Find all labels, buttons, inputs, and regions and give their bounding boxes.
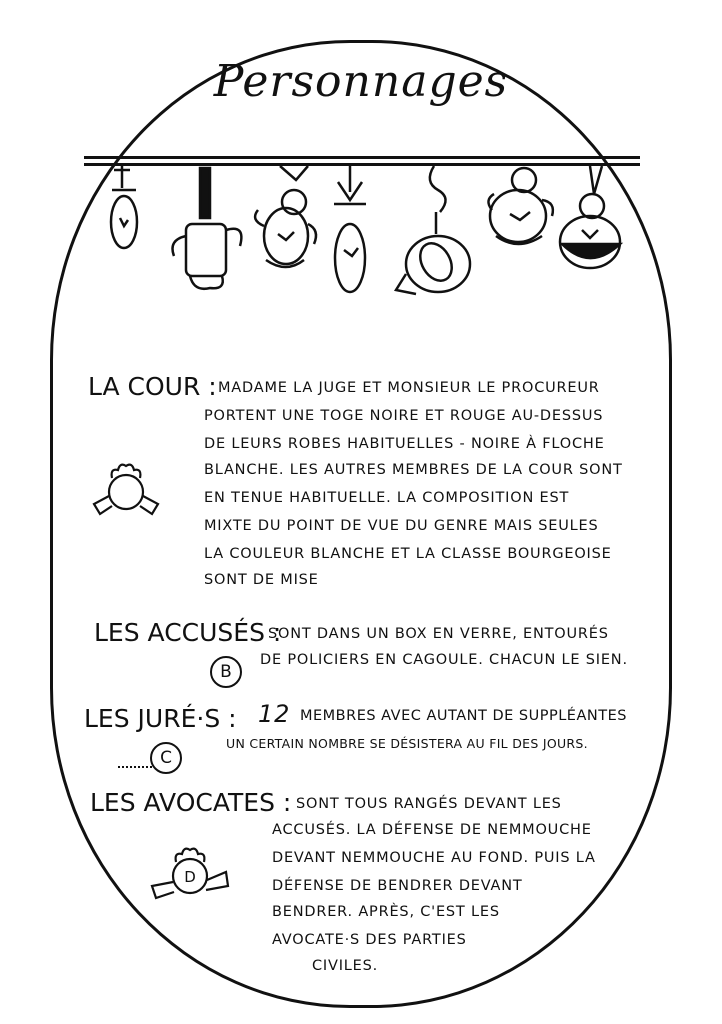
section-jures-line: UN CERTAIN NOMBRE SE DÉSISTERA AU FIL DES JOURS. [226, 736, 588, 751]
puppet-2-figure [173, 168, 242, 289]
section-jures-line: MEMBRES AVEC AUTANT DE SUPPLÉANTES [300, 708, 627, 724]
puppet-7-figure [560, 166, 620, 268]
section-avocates-line: BENDRER. APRÈS, C'EST LES [272, 904, 500, 920]
puppet-6-figure [488, 168, 552, 244]
section-cour-line: LA COULEUR BLANCHE ET LA CLASSE BOURGEOISE [204, 546, 612, 562]
lawyer-figure [144, 842, 234, 912]
section-jures-count: 12 [258, 700, 291, 728]
section-avocates-line: DÉFENSE DE BENDRER DEVANT [272, 878, 523, 894]
puppet-3-figure [255, 166, 316, 267]
section-accuses-line: DE POLICIERS EN CAGOULE. CHACUN LE SIEN. [260, 652, 628, 668]
section-jures-badge: C [150, 742, 182, 774]
hanging-puppets-illustration [90, 160, 650, 310]
section-avocates-heading: LES AVOCATES : [90, 788, 292, 817]
puppet-5-figure [396, 166, 470, 294]
dotted-mark [118, 766, 152, 768]
section-avocates-line: CIVILES. [312, 958, 379, 974]
section-avocates-line: DEVANT NEMMOUCHE AU FOND. PUIS LA [272, 850, 596, 866]
puppet-1-figure [111, 166, 137, 248]
section-cour-line: SONT DE MISE [204, 572, 319, 588]
lawyer-figure-badge: D [184, 868, 196, 886]
section-cour-line: MADAME LA JUGE ET MONSIEUR LE PROCUREUR [218, 380, 600, 396]
section-cour-heading: LA COUR : [88, 372, 217, 401]
section-avocates-line: ACCUSÉS. LA DÉFENSE DE NEMMOUCHE [272, 822, 592, 838]
section-accuses-badge: B [210, 656, 242, 688]
section-cour-line: DE LEURS ROBES HABITUELLES - NOIRE À FLOCHE [204, 436, 605, 452]
page-title: Personnages [213, 56, 509, 107]
court-member-figure [88, 456, 164, 520]
section-accuses-line: SONT DANS UN BOX EN VERRE, ENTOURÉS [268, 626, 609, 642]
section-cour-line: PORTENT UNE TOGE NOIRE ET ROUGE AU-DESSUS [204, 408, 604, 424]
puppet-4-figure [334, 166, 366, 292]
section-avocates-line: AVOCATE·S DES PARTIES [272, 932, 467, 948]
section-cour-line: MIXTE DU POINT DE VUE DU GENRE MAIS SEULES [204, 518, 599, 534]
section-jures-heading: LES JURÉ·S : [84, 704, 237, 733]
section-cour-line: BLANCHE. LES AUTRES MEMBRES DE LA COUR SONT [204, 462, 623, 478]
section-accuses-heading: LES ACCUSÉS : [94, 618, 282, 647]
section-avocates-line: SONT TOUS RANGÉS DEVANT LES [296, 796, 562, 812]
section-cour-line: EN TENUE HABITUELLE. LA COMPOSITION EST [204, 490, 570, 506]
